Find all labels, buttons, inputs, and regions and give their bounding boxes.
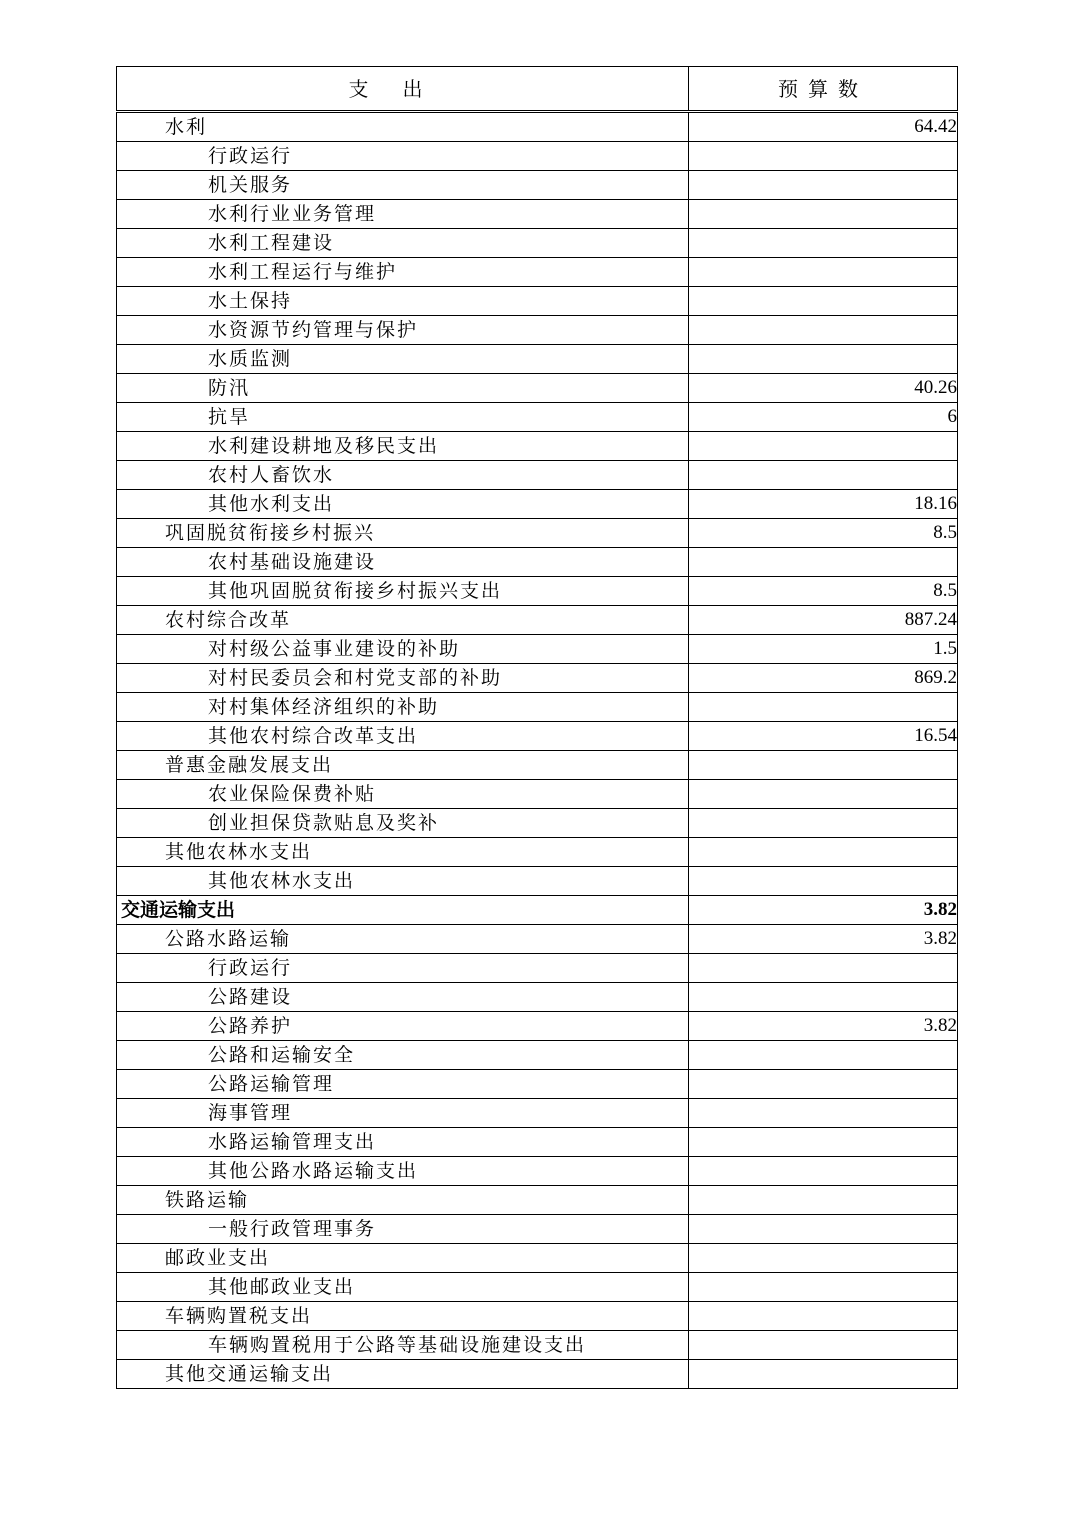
budget-amount-cell bbox=[689, 258, 958, 287]
budget-amount-cell bbox=[689, 1099, 958, 1128]
budget-amount-cell bbox=[689, 1041, 958, 1070]
expenditure-item-name: 海事管理 bbox=[117, 1099, 689, 1128]
expenditure-item-name: 其他农村综合改革支出 bbox=[117, 722, 689, 751]
budget-amount-cell bbox=[689, 1360, 958, 1389]
budget-amount-cell: 8.5 bbox=[689, 577, 958, 606]
budget-amount-cell bbox=[689, 751, 958, 780]
table-row bbox=[117, 1360, 958, 1389]
table-row bbox=[117, 983, 958, 1012]
budget-amount-cell bbox=[689, 1128, 958, 1157]
expenditure-item-name: 行政运行 bbox=[117, 142, 689, 171]
table-row bbox=[117, 1331, 958, 1360]
table-row bbox=[117, 374, 958, 403]
budget-amount-cell bbox=[689, 432, 958, 461]
expenditure-item-name: 其他交通运输支出 bbox=[117, 1360, 689, 1389]
expenditure-item-name: 水利行业业务管理 bbox=[117, 200, 689, 229]
table-row bbox=[117, 1157, 958, 1186]
table-row bbox=[117, 896, 958, 925]
table-row bbox=[117, 1273, 958, 1302]
expenditure-item-name: 其他水利支出 bbox=[117, 490, 689, 519]
budget-amount-cell bbox=[689, 983, 958, 1012]
expenditure-item-name: 普惠金融发展支出 bbox=[117, 751, 689, 780]
budget-amount-cell: 3.82 bbox=[689, 1012, 958, 1041]
expenditure-item-name: 水资源节约管理与保护 bbox=[117, 316, 689, 345]
budget-amount-cell bbox=[689, 1157, 958, 1186]
expenditure-item-name: 抗旱 bbox=[117, 403, 689, 432]
table-row bbox=[117, 925, 958, 954]
table-row bbox=[117, 1128, 958, 1157]
expenditure-item-name: 公路水路运输 bbox=[117, 925, 689, 954]
budget-amount-cell: 40.26 bbox=[689, 374, 958, 403]
expenditure-item-name: 巩固脱贫衔接乡村振兴 bbox=[117, 519, 689, 548]
table-row bbox=[117, 722, 958, 751]
budget-amount-cell bbox=[689, 1215, 958, 1244]
table-row bbox=[117, 519, 958, 548]
table-row bbox=[117, 548, 958, 577]
budget-amount-cell bbox=[689, 867, 958, 896]
table-row bbox=[117, 142, 958, 171]
header-expenditure: 支出 bbox=[117, 67, 689, 112]
budget-amount-cell bbox=[689, 1331, 958, 1360]
table-row bbox=[117, 780, 958, 809]
expenditure-item-name: 水质监测 bbox=[117, 345, 689, 374]
expenditure-item-name: 公路建设 bbox=[117, 983, 689, 1012]
expenditure-item-name: 其他邮政业支出 bbox=[117, 1273, 689, 1302]
table-header-row bbox=[117, 67, 958, 112]
expenditure-item-name: 车辆购置税支出 bbox=[117, 1302, 689, 1331]
budget-amount-cell bbox=[689, 809, 958, 838]
budget-amount-cell bbox=[689, 1273, 958, 1302]
table-row bbox=[117, 345, 958, 374]
budget-amount-cell bbox=[689, 954, 958, 983]
table-row bbox=[117, 1041, 958, 1070]
budget-amount-cell: 869.2 bbox=[689, 664, 958, 693]
table-row bbox=[117, 1244, 958, 1273]
table-row bbox=[117, 577, 958, 606]
table-row bbox=[117, 171, 958, 200]
expenditure-item-name: 车辆购置税用于公路等基础设施建设支出 bbox=[117, 1331, 689, 1360]
budget-amount-cell bbox=[689, 345, 958, 374]
expenditure-item-name: 公路运输管理 bbox=[117, 1070, 689, 1099]
table-row bbox=[117, 112, 958, 142]
budget-amount-cell bbox=[689, 693, 958, 722]
table-row bbox=[117, 287, 958, 316]
budget-amount-cell bbox=[689, 838, 958, 867]
expenditure-item-name: 其他公路水路运输支出 bbox=[117, 1157, 689, 1186]
table-row bbox=[117, 1302, 958, 1331]
table-row bbox=[117, 229, 958, 258]
table-row bbox=[117, 200, 958, 229]
table-row bbox=[117, 461, 958, 490]
expenditure-item-name: 农村基础设施建设 bbox=[117, 548, 689, 577]
budget-amount-cell bbox=[689, 229, 958, 258]
budget-amount-cell bbox=[689, 316, 958, 345]
expenditure-item-name: 防汛 bbox=[117, 374, 689, 403]
budget-amount-cell bbox=[689, 1302, 958, 1331]
budget-amount-cell: 887.24 bbox=[689, 606, 958, 635]
expenditure-item-name: 农业保险保费补贴 bbox=[117, 780, 689, 809]
expenditure-item-name: 铁路运输 bbox=[117, 1186, 689, 1215]
budget-amount-cell bbox=[689, 200, 958, 229]
table-row bbox=[117, 606, 958, 635]
table-row bbox=[117, 838, 958, 867]
expenditure-item-name: 其他巩固脱贫衔接乡村振兴支出 bbox=[117, 577, 689, 606]
table-row bbox=[117, 954, 958, 983]
budget-amount-cell: 3.82 bbox=[689, 896, 958, 925]
budget-amount-cell bbox=[689, 142, 958, 171]
expenditure-item-name: 交通运输支出 bbox=[117, 896, 689, 925]
expenditure-item-name: 邮政业支出 bbox=[117, 1244, 689, 1273]
expenditure-item-name: 对村级公益事业建设的补助 bbox=[117, 635, 689, 664]
table-row bbox=[117, 693, 958, 722]
table-row bbox=[117, 1186, 958, 1215]
budget-amount-cell: 8.5 bbox=[689, 519, 958, 548]
table-row bbox=[117, 490, 958, 519]
table-row bbox=[117, 1012, 958, 1041]
table-row bbox=[117, 809, 958, 838]
expenditure-item-name: 对村民委员会和村党支部的补助 bbox=[117, 664, 689, 693]
expenditure-item-name: 机关服务 bbox=[117, 171, 689, 200]
budget-amount-cell bbox=[689, 171, 958, 200]
expenditure-item-name: 公路和运输安全 bbox=[117, 1041, 689, 1070]
table-row bbox=[117, 1215, 958, 1244]
table-body bbox=[117, 112, 958, 1389]
budget-amount-cell: 18.16 bbox=[689, 490, 958, 519]
table-row bbox=[117, 1099, 958, 1128]
table-row bbox=[117, 432, 958, 461]
budget-amount-cell bbox=[689, 548, 958, 577]
expenditure-item-name: 农村综合改革 bbox=[117, 606, 689, 635]
budget-amount-cell bbox=[689, 1070, 958, 1099]
expenditure-item-name: 对村集体经济组织的补助 bbox=[117, 693, 689, 722]
budget-table bbox=[116, 66, 958, 1389]
budget-amount-cell bbox=[689, 1244, 958, 1273]
expenditure-item-name: 行政运行 bbox=[117, 954, 689, 983]
expenditure-item-name: 水土保持 bbox=[117, 287, 689, 316]
budget-amount-cell: 16.54 bbox=[689, 722, 958, 751]
budget-amount-cell bbox=[689, 780, 958, 809]
expenditure-item-name: 一般行政管理事务 bbox=[117, 1215, 689, 1244]
expenditure-item-name: 其他农林水支出 bbox=[117, 838, 689, 867]
table-row bbox=[117, 403, 958, 432]
expenditure-item-name: 创业担保贷款贴息及奖补 bbox=[117, 809, 689, 838]
table-row bbox=[117, 316, 958, 345]
expenditure-item-name: 其他农林水支出 bbox=[117, 867, 689, 896]
budget-amount-cell: 3.82 bbox=[689, 925, 958, 954]
expenditure-item-name: 农村人畜饮水 bbox=[117, 461, 689, 490]
expenditure-item-name: 水利建设耕地及移民支出 bbox=[117, 432, 689, 461]
expenditure-item-name: 水利工程建设 bbox=[117, 229, 689, 258]
budget-amount-cell bbox=[689, 1186, 958, 1215]
budget-amount-cell: 64.42 bbox=[689, 112, 958, 142]
table-row bbox=[117, 258, 958, 287]
expenditure-item-name: 公路养护 bbox=[117, 1012, 689, 1041]
budget-amount-cell bbox=[689, 287, 958, 316]
table-row bbox=[117, 635, 958, 664]
table-row bbox=[117, 751, 958, 780]
budget-amount-cell: 6 bbox=[689, 403, 958, 432]
budget-amount-cell: 1.5 bbox=[689, 635, 958, 664]
budget-sheet bbox=[116, 66, 957, 1389]
budget-amount-cell bbox=[689, 461, 958, 490]
table-row bbox=[117, 867, 958, 896]
expenditure-item-name: 水利工程运行与维护 bbox=[117, 258, 689, 287]
expenditure-item-name: 水路运输管理支出 bbox=[117, 1128, 689, 1157]
expenditure-item-name: 水利 bbox=[117, 112, 689, 142]
table-row bbox=[117, 664, 958, 693]
header-budget-amount: 预算数 bbox=[689, 67, 958, 112]
table-row bbox=[117, 1070, 958, 1099]
